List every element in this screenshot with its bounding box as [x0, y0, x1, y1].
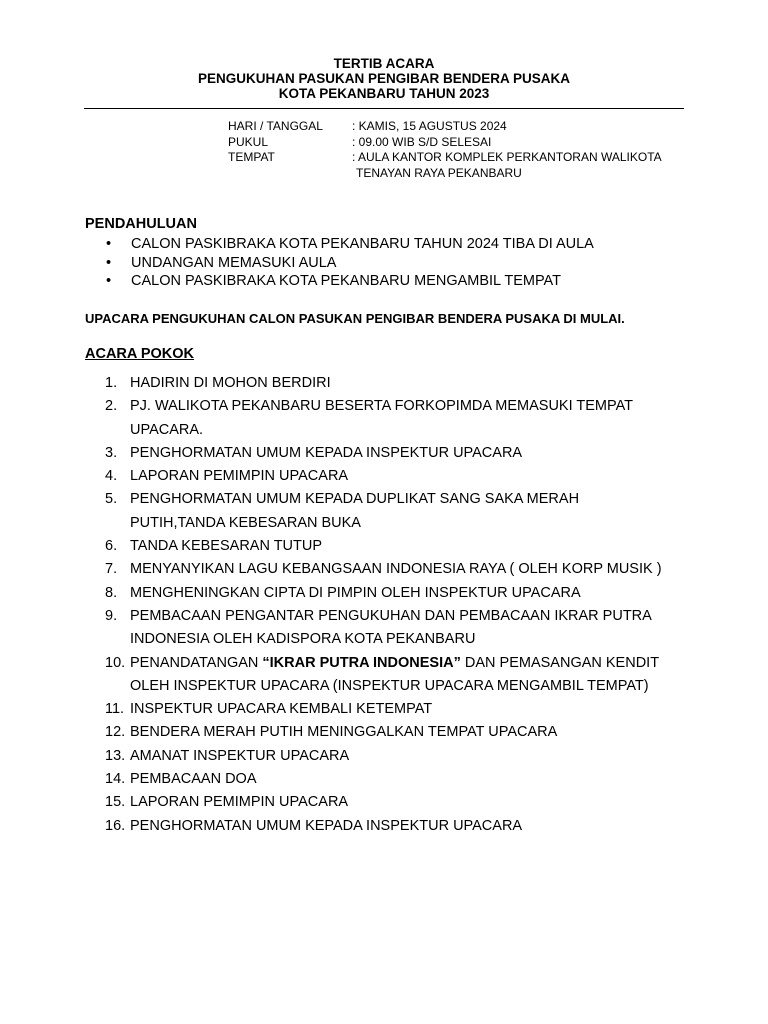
list-item [85, 272, 594, 291]
item-number: 10. [105, 654, 126, 671]
item-text: PJ. WALIKOTA PEKANBARU BESERTA FORKOPIMDA MEMASUKI TEMPAT [130, 398, 634, 415]
item-text: LAPORAN PEMIMPIN UPACARA [130, 794, 349, 811]
item-text: PENGHORMATAN UMUM KEPADA DUPLIKAT SANG SAKA MERAH [130, 491, 580, 508]
acara-pokok-heading: ACARA POKOK [85, 346, 195, 362]
info-row-time [228, 135, 662, 151]
item-number: 16. [105, 817, 126, 834]
item-number: 9. [105, 607, 118, 624]
item-text: PEMBACAAN DOA [130, 771, 257, 788]
title-divider [84, 108, 684, 109]
item-number: 6. [105, 538, 118, 555]
item-text: PENGHORMATAN UMUM KEPADA INSPEKTUR UPACARA [130, 817, 523, 834]
item-number: 2. [105, 398, 118, 415]
item-text: LAPORAN PEMIMPIN UPACARA [130, 468, 349, 485]
item-number: 13. [105, 747, 126, 764]
item-text: AMANAT INSPEKTUR UPACARA [130, 747, 350, 764]
item-text-continuation: INDONESIA OLEH KADISPORA KOTA PEKANBARU [130, 631, 476, 648]
item-number: 4. [105, 468, 118, 485]
item-text-part: DAN PEMASANGAN KENDIT [460, 654, 660, 671]
item-text-continuation: PUTIH,TANDA KEBESARAN BUKA [130, 514, 361, 531]
list-item [85, 488, 695, 535]
list-item [85, 558, 695, 581]
info-label-day: HARI / TANGGAL [228, 119, 323, 133]
list-item [85, 395, 695, 442]
item-text: MENYANYIKAN LAGU KEBANGSAAN INDONESIA RAYA ( OLEH KORP MUSIK ) [130, 561, 662, 578]
list-item [85, 235, 594, 254]
list-item-text: CALON PASKIBRAKA KOTA PEKANBARU MENGAMBIL TEMPAT [131, 273, 562, 289]
document-title [84, 56, 684, 101]
list-item [85, 465, 695, 488]
item-number: 8. [105, 584, 118, 601]
item-text: PEMBACAAN PENGANTAR PENGUKUHAN DAN PEMBACAAN IKRAR PUTRA [130, 607, 652, 624]
title-line-2: PENGUKUHAN PASUKAN PENGIBAR BENDERA PUSAKA [197, 71, 571, 86]
info-row-day [228, 119, 662, 135]
list-item-text: CALON PASKIBRAKA KOTA PEKANBARU TAHUN 2024 TIBA DI AULA [131, 236, 594, 252]
item-text: INSPEKTUR UPACARA KEMBALI KETEMPAT [130, 701, 433, 718]
item-text-bold: “IKRAR PUTRA INDONESIA” [262, 654, 461, 671]
item-text: TANDA KEBESARAN TUTUP [130, 538, 323, 555]
list-item [85, 791, 695, 814]
pendahuluan-heading: PENDAHULUAN [85, 216, 197, 232]
list-item [85, 372, 695, 395]
event-info [228, 119, 662, 181]
info-value-place: : AULA KANTOR KOMPLEK PERKANTORAN WALIKOTA [352, 150, 662, 164]
item-text: PENGHORMATAN UMUM KEPADA INSPEKTUR UPACARA [130, 444, 523, 461]
item-number: 14. [105, 771, 126, 788]
item-text: HADIRIN DI MOHON BERDIRI [130, 375, 331, 391]
pendahuluan-list [85, 235, 594, 291]
item-number: 3. [105, 444, 118, 461]
info-value-place-continuation: TENAYAN RAYA PEKANBARU [356, 165, 522, 180]
item-text [130, 652, 695, 675]
item-number: 11. [105, 701, 125, 718]
item-number: 12. [105, 724, 126, 741]
info-row-place [228, 150, 662, 166]
list-item [85, 605, 695, 652]
list-item-text: UNDANGAN MEMASUKI AULA [131, 254, 337, 271]
item-text: MENGHENINGKAN CIPTA DI PIMPIN OLEH INSPEKTUR UPACARA [130, 584, 581, 601]
bullet-icon: • [106, 236, 112, 252]
list-item [85, 768, 695, 791]
list-item [85, 815, 695, 838]
acara-pokok-list [85, 372, 695, 838]
info-value-time: : 09.00 WIB S/D SELESAI [352, 134, 492, 149]
bullet-icon: • [106, 254, 112, 271]
bullet-icon: • [106, 273, 112, 289]
info-label-time: PUKUL [228, 134, 269, 149]
item-text-continuation: OLEH INSPEKTUR UPACARA (INSPEKTUR UPACARA MENGAMBIL TEMPAT) [130, 677, 649, 694]
list-item [85, 582, 695, 605]
info-label-place: TEMPAT [228, 150, 275, 164]
list-item [85, 535, 695, 558]
list-item [85, 652, 695, 699]
item-text: BENDERA MERAH PUTIH MENINGGALKAN TEMPAT UPACARA [130, 724, 558, 741]
list-item [85, 254, 594, 273]
info-value-day: : KAMIS, 15 AGUSTUS 2024 [352, 119, 507, 133]
title-line-1: TERTIB ACARA [333, 56, 435, 71]
list-item [85, 698, 695, 721]
item-text-part: PENANDATANGAN [130, 654, 263, 671]
ceremony-start-text: UPACARA PENGUKUHAN CALON PASUKAN PENGIBAR BENDERA PUSAKA DI MULAI. [85, 311, 625, 326]
item-number: 5. [105, 491, 118, 508]
item-number: 7. [105, 561, 118, 578]
list-item [85, 745, 695, 768]
item-number: 1. [105, 375, 118, 391]
title-line-3: KOTA PEKANBARU TAHUN 2023 [278, 86, 490, 101]
list-item [85, 442, 695, 465]
item-number: 15. [105, 794, 126, 811]
list-item [85, 721, 695, 744]
item-text-continuation: UPACARA. [130, 421, 204, 438]
